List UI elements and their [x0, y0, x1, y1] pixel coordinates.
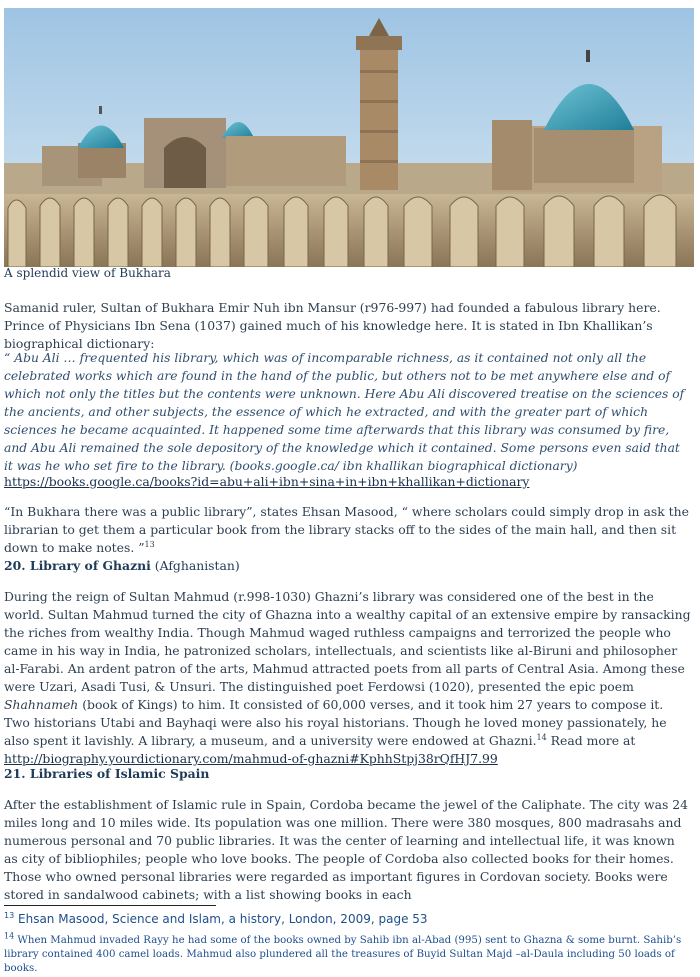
- footnote-13-text: Ehsan Masood, Science and Islam, a history, London, 2009, page 53: [14, 912, 428, 926]
- footnote-divider: [4, 905, 216, 906]
- paragraph-ghazni: [4, 588, 692, 768]
- footnote-13-number: 13: [4, 911, 15, 920]
- biography-link[interactable]: http://biography.yourdictionary.com/mahmud-of-ghazni#KphhStpj38rQfHJ7.99: [4, 751, 498, 766]
- paragraph-samanid: Samanid ruler, Sultan of Bukhara Emir Nuh ibn Mansur (r976-997) had founded a fabulous library here. Prince of Physicians Ibn Sena (1037) gained much of his knowledge here. It is stated in Ibn Khallikan’s biographical dictionary:: [4, 300, 661, 351]
- footnote-ref-14[interactable]: 14: [536, 732, 547, 742]
- heading-20-title: 20. Library of Ghazni: [4, 558, 151, 573]
- link-books-google: [4, 473, 692, 491]
- heading-20-region: (Afghanistan): [150, 558, 240, 573]
- paragraph-ghazni-part-b: (book of Kings) to him. It consisted of 60,000 verses, and it took him 27 years to compose it. Two historians Utabi and Bayhaqi were also his royal historians. Though he loved money passionately, he also spent it lavishly. A library, a museum, and a university were endowed at Ghazni.: [4, 697, 667, 748]
- books-google-link[interactable]: https://books.google.ca/books?id=abu+ali+ibn+sina+in+ibn+khallikan+dictionary: [4, 474, 530, 489]
- footnote-14: [4, 931, 692, 976]
- footnote-ref-13[interactable]: 13: [144, 539, 155, 549]
- book-title-shahnameh: Shahnameh: [4, 697, 79, 712]
- footnote-13: [4, 912, 428, 926]
- paragraph-bukhara-public-library: [4, 503, 692, 557]
- paragraph-cordoba: After the establishment of Islamic rule in Spain, Cordoba became the jewel of the Caliphate. The city was 24 miles long and 10 miles wide. Its population was one million. There were 380 mosques, 800 madrasahs and numerous personal and 70 public libraries. It was the center of learning and intellectual life, it was known as city of bibliophiles; people who love books. The people of Cordoba also collected books for their homes. Those who owned personal libraries were regarded as important figures in Cordovan society. Books were stored in sandalwood cabinets; with a list showing books in each: [4, 797, 689, 902]
- paragraph-bukhara-text: “In Bukhara there was a public library”, states Ehsan Masood, “ where scholars could simply drop in ask the librarian to get them a particular book from the library stacks off to the sides of the main hall, and then sit down to make notes. ”: [4, 504, 689, 555]
- bukhara-illustration: [4, 8, 694, 267]
- photo-caption: A splendid view of Bukhara: [4, 266, 171, 280]
- paragraph-ghazni-part-a: During the reign of Sultan Mahmud (r.998-1030) Ghazni’s library was considered one of the best in the world. Sultan Mahmud turned the city of Ghazna into a wealthy capital of an extensive empire by ransacking the riches from wealthy India. Though Mahmud waged ruthless campaigns and terrorized the people who came in his way in India, he patronized scholars, intellectuals, and scientists like al-Biruni and philosopher al-Farabi. An ardent patron of the arts, Mahmud attracted poets from all parts of Central Asia. Among these were Uzari, Asadi Tusi, & Unsuri. The distinguished poet Ferdowsi (1020), presented the epic poem: [4, 589, 691, 694]
- paragraph-ghazni-part-c: Read more at: [546, 733, 636, 748]
- footnote-14-number: 14: [4, 931, 15, 941]
- section-heading-21: 21. Libraries of Islamic Spain: [4, 766, 210, 781]
- footnote-14-text: When Mahmud invaded Rayy he had some of the books owned by Sahib ibn al-Abad (995) sent to Ghazna & some burnt. Sahib’s library contained 400 camel loads. Mahmud also plundered all the treasures of Buyid Sultan Majd –al-Daula including 50 loads of books.: [4, 935, 682, 974]
- section-heading-20: [4, 557, 692, 575]
- quote-ibn-khallikan: “ Abu Ali … frequented his library, which was of incomparable richness, as it contained not only all the celebrated works which are found in the hand of the public, but others not to be met anywhere else and of which not only the titles but the contents were unknown. Here Abu Ali discovered treatise on the sciences of the ancients, and other subjects, the essence of which he extracted, and with the greater part of which sciences he became acquainted. It happened some time afterwards that this library was consumed by fire, and Abu Ali remained the sole depository of the knowledge which it contained. Some persons even said that it was he who set fire to the library. (books.google.ca/ ibn khallikan biographical dictionary): [4, 351, 685, 473]
- bukhara-photo: [4, 8, 694, 267]
